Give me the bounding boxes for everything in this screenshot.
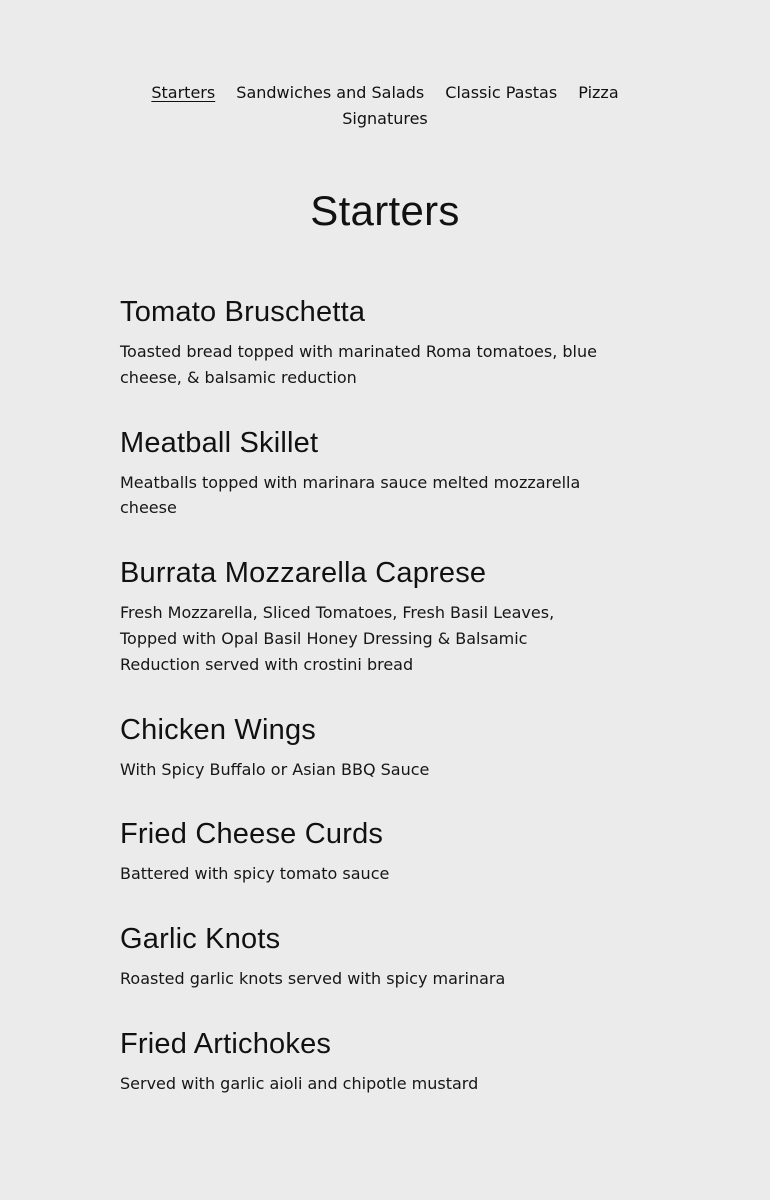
nav-link-pizza[interactable]: Pizza	[578, 83, 619, 102]
menu-item-name: Meatball Skillet	[120, 426, 319, 459]
menu-item-name: Fried Artichokes	[120, 1027, 332, 1060]
nav-link-classic-pastas[interactable]: Classic Pastas	[445, 83, 558, 102]
menu-item	[120, 813, 610, 887]
menu-item	[120, 291, 610, 391]
menu-item-name: Fried Cheese Curds	[120, 818, 384, 851]
menu-item-name: Garlic Knots	[120, 923, 281, 956]
menu-item	[120, 422, 610, 522]
menu-category-navigation	[140, 80, 630, 132]
menu-item-name: Chicken Wings	[120, 713, 316, 746]
menu-item-description: With Spicy Buffalo or Asian BBQ Sauce	[120, 759, 430, 779]
menu-item	[120, 918, 610, 992]
menu-item-list	[120, 291, 610, 1128]
nav-link-starters[interactable]: Starters	[151, 83, 216, 102]
menu-item-description: Roasted garlic knots served with spicy marinara	[120, 969, 506, 989]
menu-item	[120, 1023, 610, 1097]
menu-item-name: Tomato Bruschetta	[120, 296, 366, 328]
menu-item	[120, 552, 610, 677]
nav-link-signatures[interactable]: Signatures	[342, 109, 428, 128]
nav-link-sandwiches-and-salads[interactable]: Sandwiches and Salads	[236, 83, 425, 102]
menu-item-description: Toasted bread topped with marinated Roma tomatoes, blue cheese, & balsamic reduction	[120, 342, 597, 387]
menu-item-name: Burrata Mozzarella Caprese	[120, 557, 487, 590]
menu-item-description: Meatballs topped with marinara sauce melted mozzarella cheese	[120, 472, 581, 518]
menu-item-description: Fresh Mozzarella, Sliced Tomatoes, Fresh Basil Leaves, Topped with Opal Basil Honey Dressing & Balsamic Reduction served with crostini bread	[120, 603, 555, 674]
section-title: Starters	[310, 187, 460, 234]
menu-item-description: Served with garlic aioli and chipotle mustard	[120, 1073, 479, 1093]
menu-item	[120, 709, 610, 783]
menu-item-description: Battered with spicy tomato sauce	[120, 864, 390, 884]
